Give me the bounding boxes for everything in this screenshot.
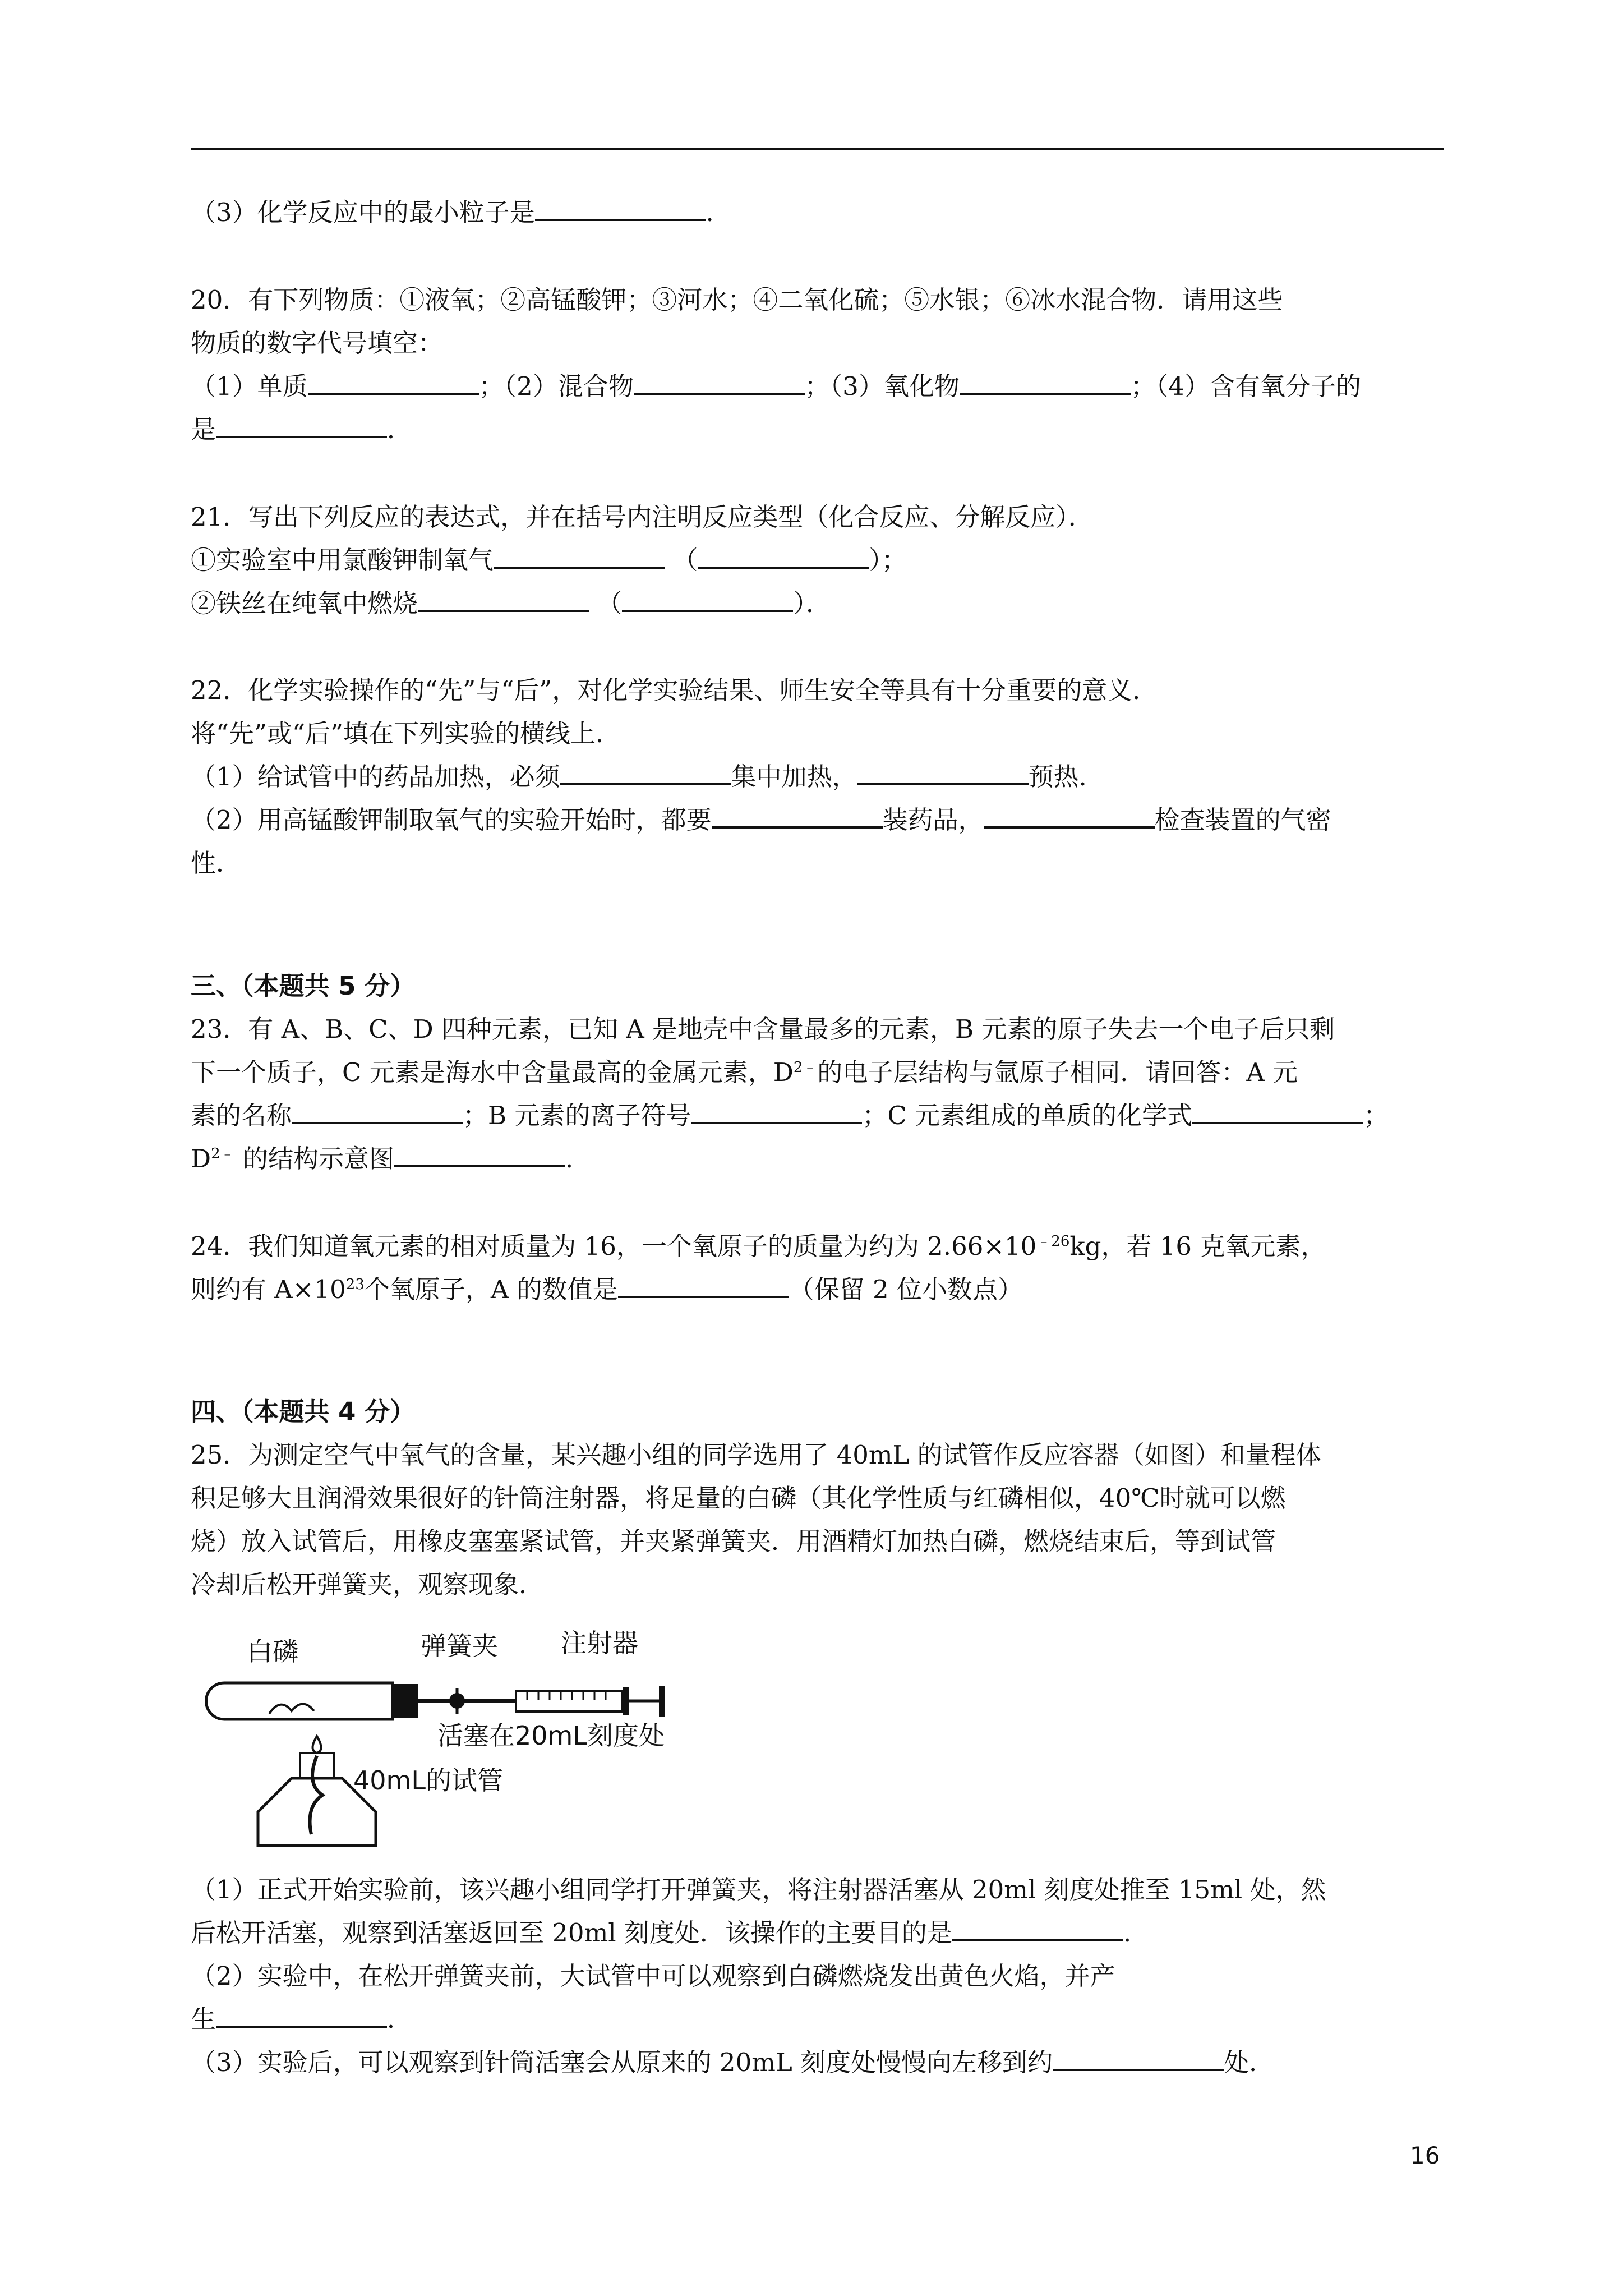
answer-blank[interactable] <box>984 804 1155 829</box>
q25-line1: 25．为测定空气中氧气的含量，某兴趣小组的同学选用了 40mL 的试管作反应容器（如图）和量程体 <box>191 1440 1321 1470</box>
answer-blank[interactable] <box>418 587 589 612</box>
q22-line3: （1）给试管中的药品加热，必须 集中加热， 预热． <box>191 762 1104 792</box>
q22-line2: 将“先”或“后”填在下列实验的横线上． <box>191 719 621 748</box>
wick-shape <box>310 1756 323 1834</box>
q23-line2: 下一个质子，C 元素是海水中含量最高的金属元素，$D^{2﹣}$的电子层结构与氩原子相同．请回答：A 元 <box>191 1057 1298 1087</box>
answer-blank[interactable] <box>691 1099 862 1124</box>
q25-sub1-line1: （1）正式开始实验前，该兴趣小组同学打开弹簧夹，将注射器活塞从 20ml 刻度处推至 15ml 处，然 <box>191 1875 1326 1904</box>
answer-blank[interactable] <box>535 196 706 221</box>
q21-line2: ①实验室中用氯酸钾制氧气 （ ）； <box>191 545 907 575</box>
q25-line2: 积足够大且润滑效果很好的针筒注射器，将足量的白磷（其化学性质与红磷相似，40℃时就可以燃 <box>191 1483 1286 1513</box>
rubber-stopper-shape <box>393 1684 418 1718</box>
q25-sub3: （3）实验后，可以观察到针筒活塞会从原来的 20mL 刻度处慢慢向左移到约 处． <box>191 2047 1275 2077</box>
q20-line2: 物质的数字代号填空： <box>191 328 444 358</box>
q20-line4: 是 ． <box>191 415 413 444</box>
q24-line2: 则约有 $A\times 10^{23}$个氧原子，A 的数值是 （保留 2 位小数点） <box>191 1274 1023 1304</box>
apparatus-diagram <box>191 1621 695 1857</box>
q22-line5: 性． <box>191 848 242 878</box>
label-syringe: 注射器 <box>561 1628 638 1658</box>
flame-shape <box>313 1736 321 1753</box>
label-test-tube: 40mL的试管 <box>353 1765 503 1796</box>
white-phosphorus-shape <box>269 1704 314 1714</box>
label-spring-clamp: 弹簧夹 <box>421 1631 498 1661</box>
answer-blank[interactable] <box>634 370 805 395</box>
q25-sub1-line2: 后松开活塞，观察到活塞返回至 20ml 刻度处．该操作的主要目的是 ． <box>191 1918 1149 1948</box>
q21-line1: 21．写出下列反应的表达式，并在括号内注明反应类型（化合反应、分解反应）． <box>191 502 1094 532</box>
answer-blank[interactable] <box>622 587 793 612</box>
header-rule <box>191 148 1444 150</box>
page-number: 16 <box>1410 2142 1440 2169</box>
q23-line4: $D^{2﹣}$ 的结构示意图 ． <box>191 1144 591 1174</box>
q20-line1: 20．有下列物质：①液氧；②高锰酸钾；③河水；④二氧化硫；⑤水银；⑥冰水混合物．请用这些 <box>191 285 1283 315</box>
answer-blank[interactable] <box>712 804 883 829</box>
q24-line1: 24．我们知道氧元素的相对质量为 16，一个氧原子的质量为约为 $2.66\times 10^{﹣26}kg$，若 16 克氧元素， <box>191 1231 1326 1261</box>
q22-line1: 22．化学实验操作的“先”与“后”，对化学实验结果、师生安全等具有十分重要的意义． <box>191 675 1158 705</box>
answer-blank[interactable] <box>1192 1099 1363 1124</box>
answer-blank[interactable] <box>560 761 731 785</box>
test-tube-shape <box>206 1683 393 1719</box>
answer-blank[interactable] <box>394 1143 565 1167</box>
answer-blank[interactable] <box>494 544 665 569</box>
answer-blank[interactable] <box>698 544 869 569</box>
label-white-phosphorus: 白磷 <box>247 1636 298 1667</box>
answer-blank[interactable] <box>1053 2046 1224 2071</box>
answer-blank[interactable] <box>216 413 387 438</box>
answer-blank[interactable] <box>618 1273 789 1298</box>
q23-line1: 23．有 A、B、C、D 四种元素，已知 A 是地壳中含量最多的元素，B 元素的原子失去一个电子后只剩 <box>191 1014 1335 1044</box>
answer-blank[interactable] <box>952 1917 1123 1941</box>
answer-blank[interactable] <box>216 2003 387 2028</box>
syringe-plunger-shape <box>623 1687 629 1715</box>
q23-line3: 素的名称 ；B 元素的离子符号 ；C 元素组成的单质的化学式 ； <box>191 1101 1389 1130</box>
answer-blank[interactable] <box>292 1099 463 1124</box>
q25-line4: 冷却后松开弹簧夹，观察现象． <box>191 1570 545 1599</box>
q20-line3: （1）单质 ；（2）混合物 ；（3）氧化物 ；（4）含有氧分子的 <box>191 371 1362 401</box>
section-heading-3: 三、（本题共 5 分） <box>191 971 416 1001</box>
apparatus-figure <box>191 1621 695 1857</box>
q25-sub2-line1: （2）实验中，在松开弹簧夹前，大试管中可以观察到白磷燃烧发出黄色火焰，并产 <box>191 1961 1115 1991</box>
q25-sub2-line2: 生 ． <box>191 2004 413 2034</box>
q22-line4: （2）用高锰酸钾制取氧气的实验开始时，都要 装药品， 检查装置的气密 <box>191 805 1331 835</box>
q21-line3: ②铁丝在纯氧中燃烧 （ ）． <box>191 588 831 618</box>
q25-line3: 烧）放入试管后，用橡皮塞塞紧试管，并夹紧弹簧夹．用酒精灯加热白磷，燃烧结束后，等到试管 <box>191 1526 1276 1556</box>
answer-blank[interactable] <box>960 370 1131 395</box>
q19-part3: （3）化学反应中的最小粒子是 ． <box>191 197 731 227</box>
answer-blank[interactable] <box>857 761 1029 785</box>
label-piston-position: 活塞在20mL刻度处 <box>437 1720 665 1751</box>
section-heading-4: 四、（本题共 4 分） <box>191 1397 416 1427</box>
answer-blank[interactable] <box>308 370 479 395</box>
